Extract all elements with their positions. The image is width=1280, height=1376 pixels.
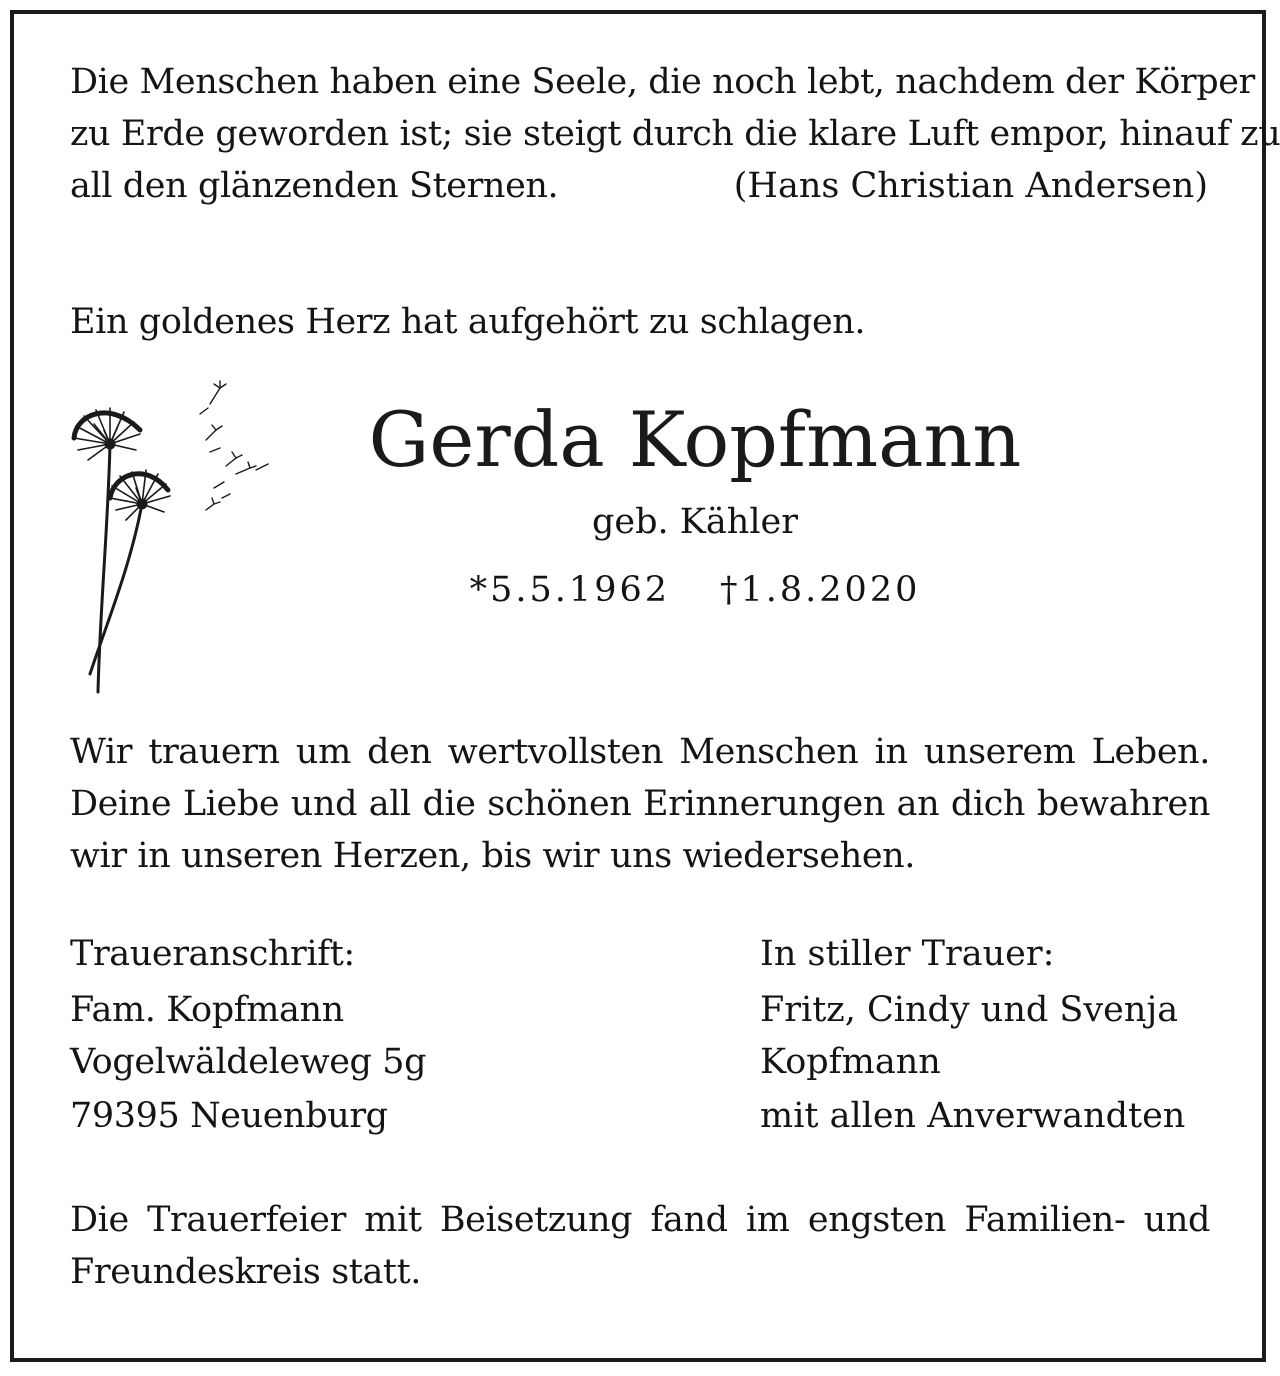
- address-heading: Traueranschrift:: [70, 934, 355, 974]
- quote-author: (Hans Christian Andersen): [733, 166, 1208, 206]
- deceased-name: Gerda Kopfmann: [368, 395, 1022, 484]
- mourners-line-3: mit allen Anverwandten: [760, 1096, 1186, 1136]
- birth-date: *5.5.1962: [469, 570, 670, 610]
- mourners-line-2: Kopfmann: [760, 1042, 941, 1082]
- quote-line-3: all den glänzenden Sternen.: [70, 166, 559, 206]
- message-line-3: wir in unseren Herzen, bis wir uns wiedersehen.: [70, 836, 916, 876]
- closing-line-1: Die Trauerfeier mit Beisetzung fand im engsten Familien- und: [70, 1200, 1210, 1240]
- mourners-line-1: Fritz, Cindy und Svenja: [760, 990, 1179, 1030]
- closing-line-2: Freundeskreis statt.: [70, 1252, 421, 1292]
- life-dates: [0, 564, 1280, 616]
- address-line-1: Fam. Kopfmann: [70, 990, 344, 1030]
- address-line-3: 79395 Neuenburg: [70, 1096, 388, 1136]
- message-line-1: Wir trauern um den wertvollsten Menschen in unserem Leben.: [70, 732, 1210, 772]
- message-line-2: Deine Liebe und all die schönen Erinnerungen an dich bewahren: [70, 784, 1210, 824]
- address-line-2: Vogelwäldeleweg 5g: [70, 1042, 427, 1082]
- quote-line-2: zu Erde geworden ist; sie steigt durch die klare Luft empor, hinauf zu: [70, 114, 1280, 154]
- intro-line: Ein goldenes Herz hat aufgehört zu schlagen.: [70, 302, 866, 342]
- quote-line-1: Die Menschen haben eine Seele, die noch lebt, nachdem der Körper: [70, 62, 1255, 102]
- mourners-heading: In stiller Trauer:: [760, 934, 1055, 974]
- death-date: †1.8.2020: [720, 570, 921, 610]
- birth-name: geb. Kähler: [592, 502, 798, 542]
